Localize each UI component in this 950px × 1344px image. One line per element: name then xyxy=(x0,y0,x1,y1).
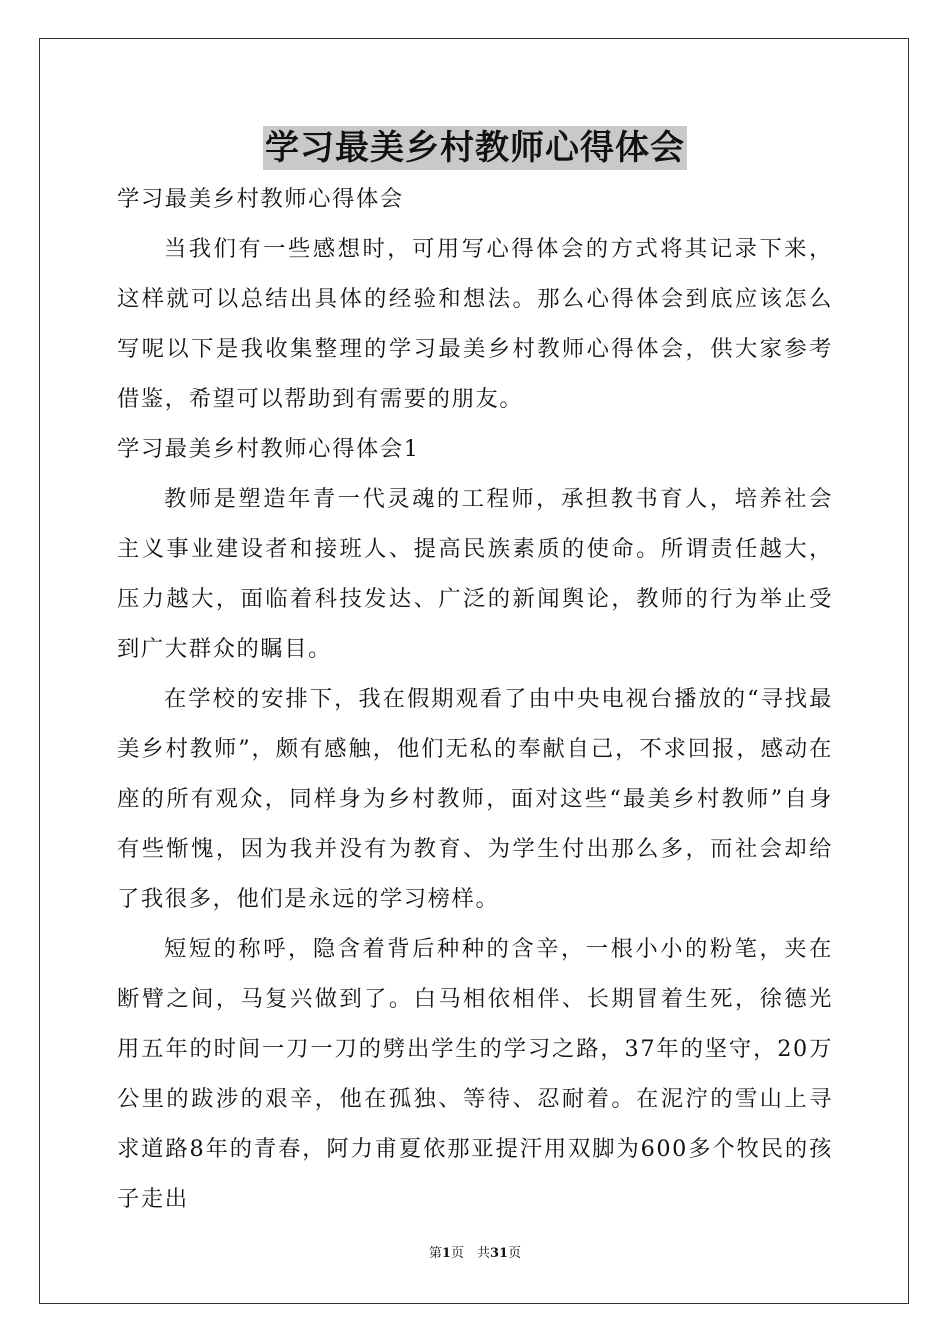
subtitle-paragraph: 学习最美乡村教师心得体会 xyxy=(117,186,404,212)
page-current: 1 xyxy=(441,1246,451,1261)
intro-paragraph: 当我们有一些感想时，可用写心得体会的方式将其记录下来，这样就可以总结出具体的经验和想法。那么心得体会到底应该怎么写呢以下是我收集整理的学习最美乡村教师心得体会，供大家参考借鉴，希望可以帮助到有需要的朋友。 xyxy=(117,236,833,412)
page-footer xyxy=(0,1244,950,1264)
body-paragraph: 在学校的安排下，我在假期观看了由中央电视台播放的“寻找最美乡村教师”，颇有感触，他们无私的奉献自己，不求回报，感动在座的所有观众，同样身为乡村教师，面对这些“最美乡村教师”自身有些惭愧，因为我并没有为教育、为学生付出那么多，而社会却给了我很多，他们是永远的学习榜样。 xyxy=(117,686,833,912)
section-heading: 学习最美乡村教师心得体会1 xyxy=(117,436,420,462)
body-paragraph: 教师是塑造年青一代灵魂的工程师，承担教书育人，培养社会主义事业建设者和接班人、提高民族素质的使命。所谓责任越大，压力越大，面临着科技发达、广泛的新闻舆论，教师的行为举止受到广大群众的瞩目。 xyxy=(117,486,833,662)
title-wrap xyxy=(0,126,950,170)
document-body xyxy=(117,174,833,1224)
page-mid: 页 共 xyxy=(450,1246,490,1261)
page-suffix: 页 xyxy=(508,1246,522,1261)
document-title: 学习最美乡村教师心得体会 xyxy=(265,128,685,168)
page-total: 31 xyxy=(489,1246,509,1261)
page-prefix: 第 xyxy=(428,1246,442,1261)
body-paragraph: 短短的称呼，隐含着背后种种的含辛，一根小小的粉笔，夹在断臂之间，马复兴做到了。白马相依相伴、长期冒着生死，徐德光用五年的时间一刀一刀的劈出学生的学习之路，37年的坚守，20万公里的跋涉的艰辛，他在孤独、等待、忍耐着。在泥泞的雪山上寻求道路8年的青春，阿力甫夏依那亚提汗用双脚为600多个牧民的孩子走出 xyxy=(117,936,833,1212)
